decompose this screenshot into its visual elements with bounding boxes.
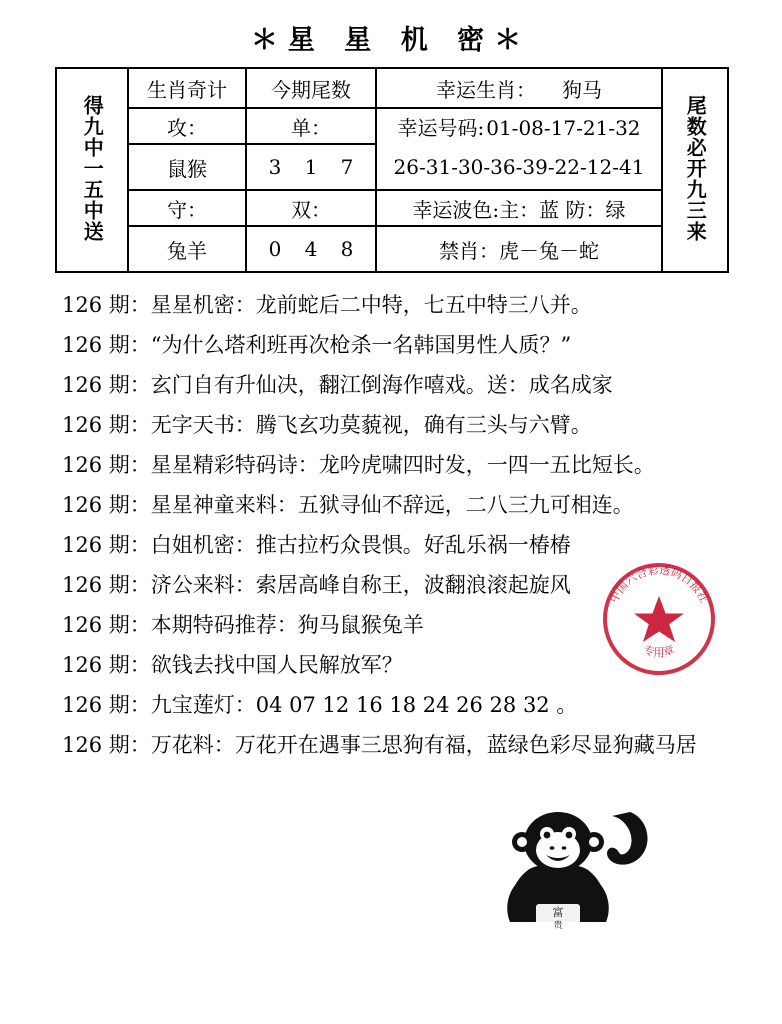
odd-value-3: 7 [340,155,354,179]
left-vertical-slogan: 得九中一五中送 [56,68,128,272]
list-item [62,495,782,516]
line-period: 126 期： [62,413,151,437]
line-period: 126 期： [62,653,151,677]
defend-value: 兔羊 [128,226,246,272]
line-period: 126 期： [62,293,151,317]
line-body: 五狱寻仙不辞远，二八三九可相连。 [297,493,634,517]
even-values [246,226,376,272]
line-body: “为什么塔利班再次枪杀一名韩国男性人质？” [150,333,572,357]
list-item [62,295,782,316]
even-value-2: 4 [304,237,318,261]
list-item [62,415,782,436]
line-body: 万花开在遇事三思狗有福，蓝绿色彩尽显狗藏马居 [234,733,697,757]
line-label: 万花料： [150,733,235,757]
defend-label: 守： [128,190,246,226]
list-item [62,655,782,676]
line-label: 无字天书： [150,413,256,437]
line-period: 126 期： [62,733,151,757]
list-item [62,735,782,756]
line-period: 126 期： [62,333,151,357]
line-body: 狗马鼠猴兔羊 [297,613,424,637]
svg-text:富: 富 [552,906,564,919]
line-label: 本期特码推荐： [150,613,298,637]
attack-label: 攻： [128,108,246,144]
info-table [55,67,729,273]
line-period: 126 期： [62,573,151,597]
line-label: 星星机密： [150,293,256,317]
line-body: 04 07 12 16 18 24 26 28 32 。 [255,693,578,717]
line-period: 126 期： [62,533,151,557]
lucky-numbers-line-2: 26-31-30-36-39-22-12-41 [376,144,662,190]
line-body: 推古拉朽众畏惧。好乱乐祸一椿椿 [255,533,571,557]
wave-value: 主：蓝 防：绿 [499,197,626,222]
odd-label: 单： [246,108,376,144]
svg-text:专用章: 专用章 [642,643,676,659]
attack-value: 鼠猴 [128,144,246,190]
line-body: 龙吟虎啸四时发，一四一五比短长。 [318,453,655,477]
line-label: 九宝莲灯： [150,693,256,717]
even-label: 双： [246,190,376,226]
line-label: 星星神童来料： [150,493,298,517]
lucky-numbers-value-1: 01-08-17-21-32 [486,116,641,140]
line-period: 126 期： [62,693,151,717]
line-body: 龙前蛇后二中特，七五中特三八并。 [255,293,592,317]
line-label: 星星精彩特码诗： [150,453,319,477]
ban-value: 虎－兔－蛇 [499,238,599,263]
header-tail: 今期尾数 [246,68,376,108]
line-period: 126 期： [62,373,151,397]
lucky-zodiac-cell [376,68,662,108]
list-item [62,615,782,636]
line-body: 欲钱去找中国人民解放军？ [150,653,403,677]
even-value-3: 8 [340,237,354,261]
ban-label: 禁肖： [439,238,499,263]
monkey-illustration [492,800,678,950]
header-zodiac: 生肖奇计 [128,68,246,108]
line-body: 腾飞玄功莫藐视，确有三头与六臂。 [255,413,592,437]
wave-color-cell [376,190,662,226]
line-period: 126 期： [62,453,151,477]
list-item [62,535,782,556]
lucky-zodiac-label: 幸运生肖： [436,77,536,102]
list-item [62,695,782,716]
right-vertical-slogan: 尾数必开九三来 [662,68,728,272]
wave-label: 幸运波色: [412,197,500,222]
lucky-numbers-line-1 [376,108,662,144]
lucky-numbers-label: 幸运号码: [397,116,485,140]
list-item [62,335,782,356]
forecast-lines [0,295,782,756]
odd-value-1: 3 [268,155,282,179]
line-period: 126 期： [62,493,151,517]
ban-zodiac-cell [376,226,662,272]
line-body: 玄门自有升仙决，翻江倒海作嘻戏。送：成名成家 [150,373,613,397]
page-title: ＊星 星 机 密＊ [250,25,532,56]
list-item [62,575,782,596]
list-item [62,455,782,476]
svg-text:贵: 贵 [553,921,563,931]
svg-text:中国六合彩透码日报社: 中国六合彩透码日报社 [607,563,711,605]
even-value-1: 0 [268,237,282,261]
lucky-zodiac-value: 狗马 [562,77,602,102]
info-table-wrapper [55,67,727,273]
odd-values [246,144,376,190]
list-item [62,375,782,396]
line-label: 济公来料： [150,573,256,597]
line-label: 白姐机密： [150,533,256,557]
odd-value-2: 1 [304,155,318,179]
line-body: 索居高峰自称王，波翻浪滚起旋风 [255,573,571,597]
line-period: 126 期： [62,613,151,637]
